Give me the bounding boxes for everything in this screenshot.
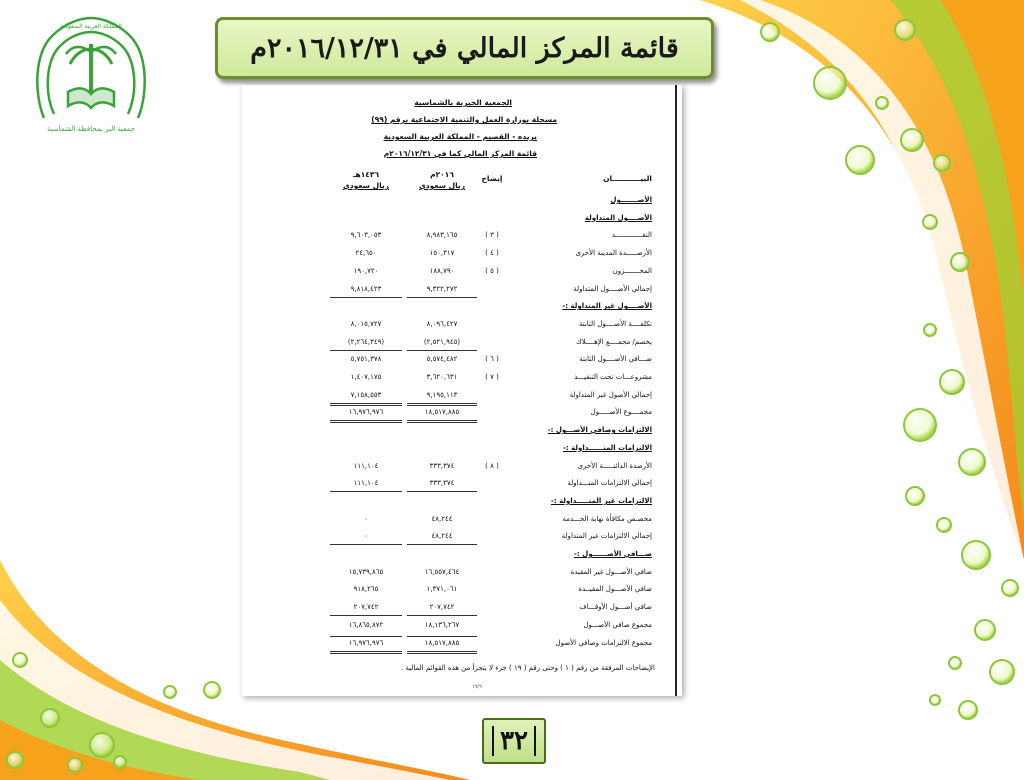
- header-line-2: مسجلة بوزارة العمل والتنمية الاجتماعية برقم (٩٩): [371, 115, 557, 124]
- line-item-label: إجمالي الالتزامات المتـــداولة: [567, 479, 652, 488]
- line-item-label: المخـــــــزون: [612, 266, 652, 275]
- value-1436: ٠: [364, 532, 368, 541]
- section-heading: الالتزامات غير المتـــــداولة :-: [550, 496, 652, 505]
- value-2016: ١٨,٥١٧,٨٨٥: [424, 408, 460, 417]
- value-1436: (٢,٢٦٤,٣٤٩): [347, 337, 385, 346]
- value-1436: ١٦,٩٧٦,٩٧٦: [348, 638, 384, 647]
- value-1436: ٠: [364, 514, 368, 523]
- value-2016: ٩,٣٢٢,٢٧٢: [426, 284, 458, 293]
- note-reference: ( ٤ ): [485, 249, 499, 258]
- value-1436: ٢٠٧,٧٤٢: [353, 603, 379, 612]
- value-1436: ٢٤,٦٥٠: [355, 249, 377, 258]
- subtotal-rule: [407, 544, 477, 545]
- note-reference: ( ٦ ): [485, 355, 499, 364]
- subtotal-rule: [330, 544, 402, 545]
- total-rule: [407, 636, 477, 637]
- section-heading: الالتزامات المتــــــداولة :-: [562, 443, 652, 452]
- double-underline: [330, 651, 402, 652]
- subtotal-rule: [330, 615, 402, 616]
- value-1436: ٧,١٥٨,٥٥٣: [350, 390, 382, 399]
- double-underline: [407, 422, 477, 423]
- subtotal-rule: [330, 297, 402, 298]
- header-line-3: بريده - القصيم - المملكة العربية السعودية: [383, 132, 537, 141]
- value-2016: ٣٣٣,٣٧٤: [429, 461, 455, 470]
- value-1436: ١١١,١٠٤: [353, 461, 379, 470]
- note-reference: ( ٨ ): [485, 461, 499, 470]
- value-2016: ٥,٥٧٤,٤٨٢: [426, 355, 458, 364]
- double-underline: [330, 420, 402, 421]
- value-1436: ١٦,٨٦٥,٨٧٢: [348, 620, 384, 629]
- total-rule: [330, 405, 402, 406]
- subtotal-rule: [407, 297, 477, 298]
- note-reference: ( ٧ ): [485, 373, 499, 381]
- column-1436-header: [330, 169, 402, 191]
- line-item-label: الأرصدة الدائنـــــة الأخرى: [577, 461, 652, 470]
- column-1436-currency: ريال سعودي: [342, 181, 390, 190]
- subtotal-rule: [330, 491, 402, 492]
- double-underline: [330, 422, 402, 423]
- line-item-label: مجموع الالتزامات وصافي الأصول: [555, 638, 652, 647]
- logo-text-bottom: جمعية البر بمحافظة الشماسية: [46, 125, 136, 133]
- column-1436-year: ١٤٣٦هـ: [352, 170, 380, 179]
- line-item-label: يخصم/ مجمــــع الإهــــلاك: [575, 337, 652, 346]
- line-item-label: إجمالي الالتزامات غير المتداولة: [561, 532, 652, 541]
- subtotal-rule: [407, 350, 477, 351]
- line-item-label: مجموع صافي الأصـــول: [583, 620, 652, 629]
- value-1436: ٩١٨,٢٦٥: [353, 585, 379, 594]
- subtotal-rule: [330, 350, 402, 351]
- line-item-label: صافي أصـــول الأوقـــاف: [579, 603, 652, 612]
- subtotal-rule: [407, 403, 477, 404]
- value-2016: ٣,٦٢٠,٦٣١: [426, 373, 458, 381]
- value-1436: ١,٤٠٧,١٧٥: [350, 373, 382, 381]
- double-underline: [330, 653, 402, 654]
- value-2016: ٤٨,٢٤٤: [431, 532, 453, 541]
- value-1436: ٨,٠١٥,٧٢٧: [350, 319, 382, 328]
- column-2016-header: [407, 169, 477, 191]
- value-2016: ٨,٠٩٦,٤٢٧: [426, 319, 458, 328]
- footnote: الإيضاحات المرفقة من رقم ( ١ ) وحتى رقم ( ١٩ ) جزء لا يتجزأ من هذه القوائم المالية .: [400, 664, 655, 672]
- column-2016-year: ٢٠١٦م: [430, 170, 454, 179]
- header-line-4: قائمة المركز المالي كما في ٢٠١٦/١٢/٣١م: [383, 149, 537, 158]
- value-2016: ١٨,١٣٦,٢٦٧: [424, 620, 460, 629]
- value-1436: ١٥,٧٣٩,٨٦٥: [348, 567, 384, 576]
- value-2016: ٩,١٩٥,١١٣: [426, 390, 458, 399]
- association-logo: [30, 14, 152, 140]
- subtotal-rule: [407, 615, 477, 616]
- column-statement-header: البيـــــــــــان: [603, 174, 652, 183]
- double-underline: [407, 420, 477, 421]
- line-item-label: مخصـص مكافأة نهاية الخـــدمة: [562, 514, 652, 523]
- line-item-label: صافي الأصـــول المقيــدة: [578, 585, 652, 594]
- header-line-1: الجمعية الخيرية بالشماسية: [414, 98, 512, 107]
- value-1436: ٩,٨١٨,٤٢٣: [350, 284, 382, 293]
- value-2016: ١٨,٥١٧,٨٨٥: [424, 638, 460, 647]
- line-item-label: صـــافي الأصــــول الثابتة: [579, 355, 652, 364]
- value-2016: ١,٣٧١,٠٦١: [426, 585, 458, 594]
- line-item-label: مجمــــوع الأصـــــول: [590, 408, 652, 417]
- logo-text-top: المملكة العربية السعودية: [60, 23, 122, 30]
- line-item-label: النقـــــــــــــد: [611, 231, 652, 240]
- section-heading: الأصــــول غير المتداولة :-: [562, 302, 652, 311]
- section-heading: الأصــــول المتداولة: [584, 213, 652, 222]
- slide-title: قائمة المركز المالي في ٢٠١٦/١٢/٣١م: [215, 17, 714, 79]
- note-reference: ( ٣ ): [485, 231, 499, 240]
- note-reference: ( ٥ ): [485, 266, 499, 275]
- value-2016: ٤٨,٢٤٤: [431, 514, 453, 523]
- subtotal-rule: [407, 491, 477, 492]
- value-2016: ١٨٨,٧٩٠: [429, 266, 455, 275]
- value-2016: ١٥٠,٣١٧: [429, 249, 455, 258]
- section-heading: الأصـــــــول: [610, 196, 652, 204]
- page-number: ٣٢: [482, 718, 546, 764]
- value-2016: ٨,٩٨٣,١٦٥: [426, 231, 458, 240]
- column-notes-header: إيضاح: [481, 174, 503, 183]
- column-2016-currency: ريال سعودي: [418, 181, 466, 190]
- line-item-label: صافي الأصـــول غير المقيدة: [570, 567, 652, 576]
- value-2016: ١٦,٥٥٧,٤٦٤: [424, 567, 460, 576]
- value-1436: ٩,٦٠٣,٠٥٣: [350, 231, 382, 240]
- value-2016: (٢,٥٢١,٩٤٥): [423, 337, 461, 346]
- page-edge: [675, 85, 677, 696]
- value-1436: ١٩٠,٧٢٠: [353, 266, 379, 275]
- total-rule: [407, 405, 477, 406]
- subtotal-rule: [330, 403, 402, 404]
- value-1436: ٥,٧٥١,٣٧٨: [350, 355, 382, 364]
- value-1436: ١٦,٩٧٦,٩٧٦: [348, 408, 384, 417]
- page-mark: ١٦/٦: [472, 684, 482, 690]
- double-underline: [407, 653, 477, 654]
- financial-statement-page: [242, 85, 682, 696]
- line-item-label: مشروعـــات تحت التنفيـــذ: [574, 373, 652, 381]
- line-item-label: تكلفــــة الأصــــول الثابتة: [578, 319, 652, 328]
- double-underline: [407, 651, 477, 652]
- book-and-palm-emblem-icon: [37, 18, 144, 118]
- value-2016: ٢٠٧,٧٤٢: [429, 603, 455, 612]
- section-heading: الالتزامات وصافي الأصـــول :-: [547, 426, 652, 435]
- line-item-label: الأرصـــــدة المدينة الأخرى: [575, 249, 652, 258]
- value-2016: ٣٣٣,٣٧٤: [429, 479, 455, 488]
- line-item-label: إجمالي الأصــــول المتداولة: [573, 284, 652, 293]
- value-1436: ١١١,١٠٤: [353, 479, 379, 488]
- section-heading: صـــافي الأصــــــول :-: [573, 550, 652, 558]
- total-rule: [330, 636, 402, 637]
- line-item-label: إجمالي الأصول غير المتداولة: [569, 390, 652, 399]
